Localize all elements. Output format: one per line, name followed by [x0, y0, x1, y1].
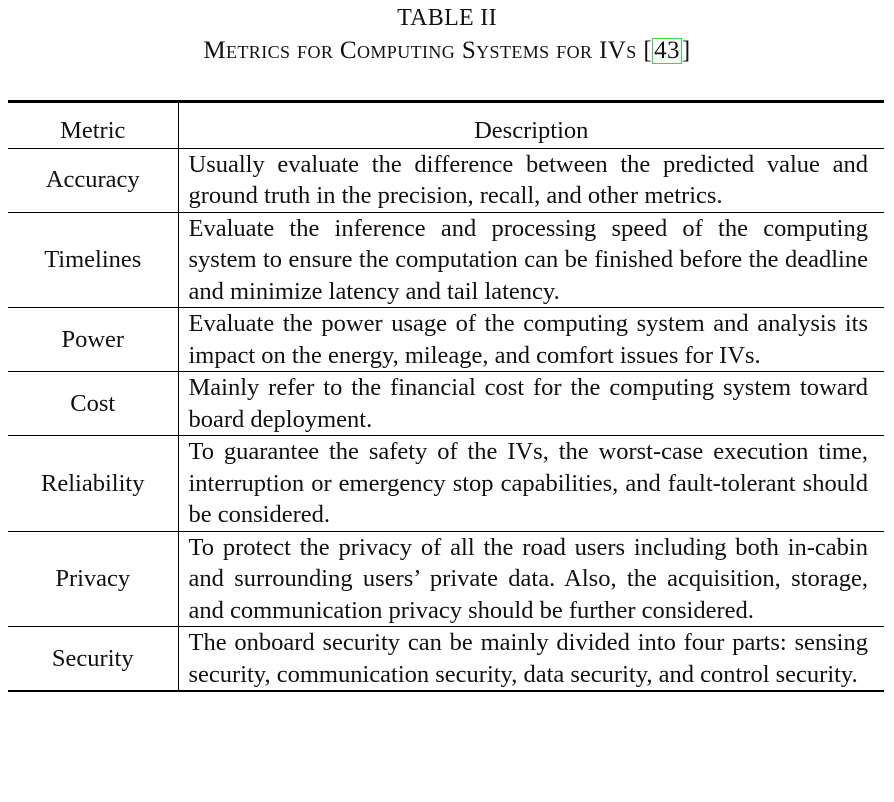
- metric-name: Security: [8, 627, 178, 692]
- citation-number[interactable]: 43: [654, 37, 680, 64]
- table-row: [8, 148, 884, 212]
- metric-description: Evaluate the power usage of the computing system and analysis its impact on the energy, mileage, and comfort issues for IVs.: [188, 310, 868, 369]
- metric-description: Evaluate the inference and processing speed of the computing system to ensure the computation can be finished before the deadline and minimize latency and tail latency.: [188, 214, 868, 305]
- metric-name: Accuracy: [8, 148, 178, 212]
- metric-description: Usually evaluate the difference between the predicted value and ground truth in the precision, recall, and other metrics.: [188, 150, 868, 209]
- table-header-row: [8, 102, 884, 149]
- table-row: [8, 308, 884, 372]
- metric-description: Mainly refer to the financial cost for the computing system toward board deployment.: [188, 374, 868, 433]
- table-caption: [0, 36, 894, 66]
- metric-name: Power: [8, 308, 178, 372]
- table-row: [8, 212, 884, 308]
- citation-link[interactable]: [43]: [643, 37, 691, 64]
- metrics-table: [8, 100, 884, 692]
- metric-name: Cost: [8, 372, 178, 436]
- table-row: [8, 372, 884, 436]
- table-row: [8, 531, 884, 627]
- table-number: TABLE II: [397, 5, 497, 31]
- metric-description: The onboard security can be mainly divided into four parts: sensing security, communication security, data security, and control security.: [188, 629, 868, 688]
- metric-name: Privacy: [8, 531, 178, 627]
- metric-description: To guarantee the safety of the IVs, the worst-case execution time, interruption or emergency stop capabilities, and fault-tolerant should be considered.: [188, 438, 868, 528]
- metric-name: Reliability: [8, 436, 178, 532]
- table-row: [8, 436, 884, 532]
- description-column-header: Description: [474, 117, 589, 144]
- metric-description: To protect the privacy of all the road users including both in-cabin and surrounding users’ private data. Also, the acquisition, storage, and communication privacy should be further considered.: [188, 533, 868, 624]
- table-title: Metrics for Computing Systems for IVs: [203, 37, 637, 64]
- table-row: [8, 627, 884, 692]
- metric-name: Timelines: [8, 212, 178, 308]
- metric-column-header: Metric: [8, 102, 178, 149]
